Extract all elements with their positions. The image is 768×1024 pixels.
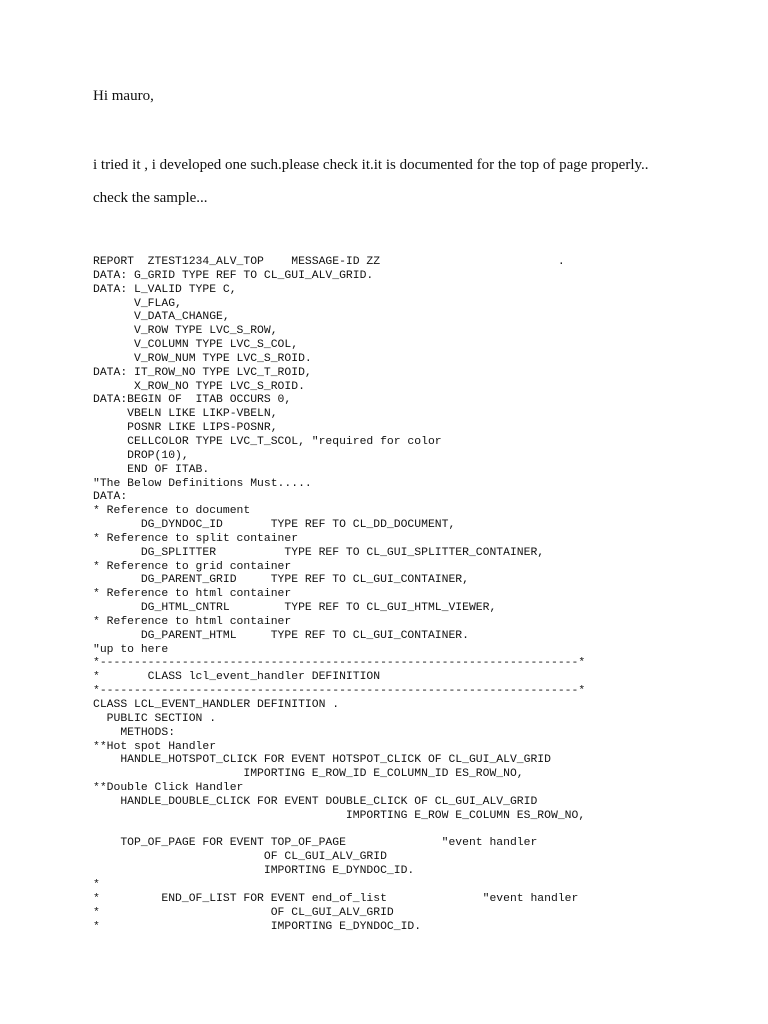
code-line: **Double Click Handler	[93, 782, 244, 795]
code-line: * Reference to split container	[93, 532, 299, 545]
code-line: * Reference to grid container	[93, 560, 292, 573]
code-line: DG_PARENT_GRID TYPE REF TO CL_GUI_CONTAINER,	[93, 574, 469, 587]
abap-code-block	[93, 256, 585, 934]
code-line: * IMPORTING E_DYNDOC_ID.	[93, 920, 422, 933]
code-line: DG_SPLITTER TYPE REF TO CL_GUI_SPLITTER_CONTAINER,	[93, 546, 545, 559]
code-line: IMPORTING E_ROW E_COLUMN ES_ROW_NO,	[93, 809, 586, 822]
code-line: "up to here	[93, 643, 169, 656]
code-line	[93, 824, 585, 838]
code-line: TOP_OF_PAGE FOR EVENT TOP_OF_PAGE "event handler	[93, 837, 538, 850]
code-line: IMPORTING E_ROW_ID E_COLUMN_ID ES_ROW_NO,	[93, 768, 524, 781]
code-line: VBELN LIKE LIKP-VBELN,	[93, 408, 278, 421]
code-line: *	[93, 878, 100, 891]
code-line: V_ROW TYPE LVC_S_ROW,	[93, 325, 278, 338]
code-line: DATA:	[93, 491, 128, 504]
code-line: HANDLE_HOTSPOT_CLICK FOR EVENT HOTSPOT_CLICK OF CL_GUI_ALV_GRID	[93, 754, 551, 767]
code-line: DATA:BEGIN OF ITAB OCCURS 0,	[93, 394, 292, 407]
code-line: DROP(10),	[93, 449, 189, 462]
code-line: V_ROW_NUM TYPE LVC_S_ROID.	[93, 352, 312, 365]
code-line: CLASS LCL_EVENT_HANDLER DEFINITION .	[93, 699, 340, 711]
code-line: *----------------------------------------------------------------------*	[93, 685, 586, 698]
code-line: * Reference to html container	[93, 615, 292, 628]
code-line: * CLASS lcl_event_handler DEFINITION	[93, 671, 381, 684]
code-line: **Hot spot Handler	[93, 740, 217, 753]
code-line: POSNR LIKE LIPS-POSNR,	[93, 422, 278, 435]
code-line: * Reference to document	[93, 505, 251, 518]
code-line: IMPORTING E_DYNDOC_ID.	[93, 865, 415, 878]
code-line: "The Below Definitions Must.....	[93, 477, 312, 490]
code-line: CELLCOLOR TYPE LVC_T_SCOL, "required for color	[93, 435, 442, 448]
body-paragraph: check the sample...	[93, 190, 208, 206]
code-line: V_DATA_CHANGE,	[93, 311, 230, 324]
code-line: DG_DYNDOC_ID TYPE REF TO CL_DD_DOCUMENT,	[93, 519, 456, 532]
code-line: HANDLE_DOUBLE_CLICK FOR EVENT DOUBLE_CLICK OF CL_GUI_ALV_GRID	[93, 795, 538, 808]
code-line: PUBLIC SECTION .	[93, 712, 217, 725]
greeting-line: Hi mauro,	[93, 88, 154, 104]
code-line: V_COLUMN TYPE LVC_S_COL,	[93, 339, 299, 352]
code-line: METHODS:	[93, 726, 176, 739]
code-line: * OF CL_GUI_ALV_GRID	[93, 906, 394, 919]
code-line: END OF ITAB.	[93, 463, 210, 476]
code-line: DATA: L_VALID TYPE C,	[93, 283, 237, 296]
code-line: X_ROW_NO TYPE LVC_S_ROID.	[93, 380, 305, 393]
code-line: V_FLAG,	[93, 297, 182, 310]
code-line: REPORT ZTEST1234_ALV_TOP MESSAGE-ID ZZ .	[93, 256, 565, 268]
code-line: DATA: G_GRID TYPE REF TO CL_GUI_ALV_GRID.	[93, 269, 374, 282]
code-line: DATA: IT_ROW_NO TYPE LVC_T_ROID,	[93, 366, 312, 379]
code-line: DG_HTML_CNTRL TYPE REF TO CL_GUI_HTML_VIEWER,	[93, 602, 497, 615]
code-line: *----------------------------------------------------------------------*	[93, 657, 586, 670]
code-line: DG_PARENT_HTML TYPE REF TO CL_GUI_CONTAINER.	[93, 629, 469, 642]
code-line: * END_OF_LIST FOR EVENT end_of_list "event handler	[93, 892, 579, 905]
code-line: OF CL_GUI_ALV_GRID	[93, 851, 387, 864]
code-line: * Reference to html container	[93, 588, 292, 601]
body-paragraph: i tried it , i developed one such.please check it.it is documented for the top of page properly..	[93, 157, 649, 173]
